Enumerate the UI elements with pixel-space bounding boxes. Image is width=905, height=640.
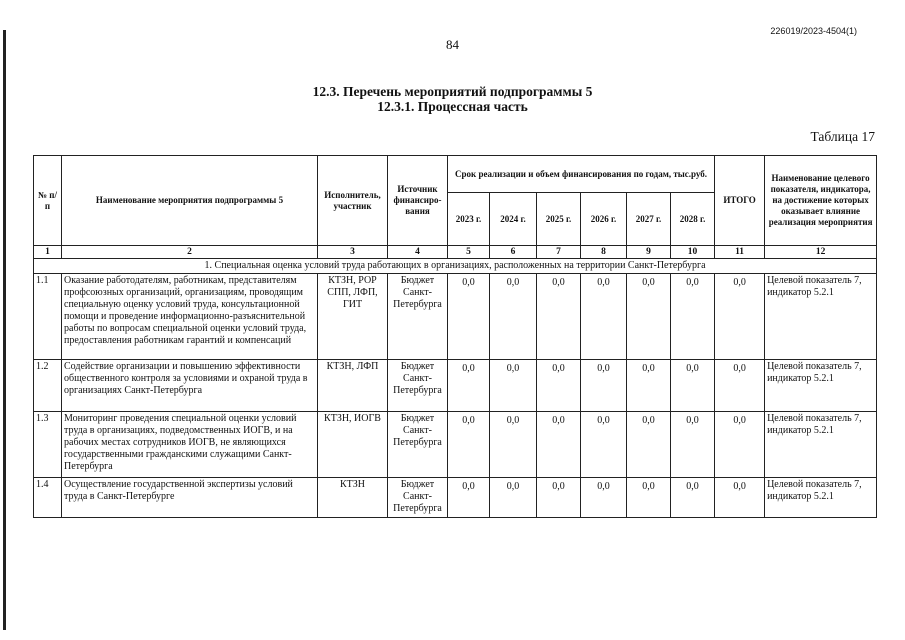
row-indicator: Целевой показатель 7, индикатор 5.2.1: [765, 274, 877, 360]
row-total: 0,0: [715, 412, 765, 478]
header-indicator: Наименование целевого показателя, индикатора, на достижение которых оказывает влияние реализация мероприятия: [765, 156, 877, 246]
column-number: 4: [388, 246, 448, 259]
header-year: 2023 г.: [448, 193, 490, 246]
subsection-title: 12.3.1. Процессная часть: [377, 99, 528, 114]
row-source: Бюджет Санкт-Петербурга: [388, 412, 448, 478]
row-value: 0,0: [581, 274, 627, 360]
column-number: 3: [318, 246, 388, 259]
table-row: [34, 412, 877, 478]
row-name: Мониторинг проведения специальной оценки условий труда в организациях, подведомственных ИОГВ, и на рабочих местах сотрудников ИОГВ, не являющихся государственными гражданскими служащими Санкт-Петербурга: [62, 412, 318, 478]
row-source: Бюджет Санкт-Петербурга: [388, 274, 448, 360]
row-value: 0,0: [448, 478, 490, 518]
column-number: 8: [581, 246, 627, 259]
row-value: 0,0: [490, 478, 537, 518]
row-value: 0,0: [448, 274, 490, 360]
row-value: 0,0: [448, 412, 490, 478]
row-value: 0,0: [581, 360, 627, 412]
measures-table: [33, 155, 877, 518]
row-source: Бюджет Санкт-Петербурга: [388, 478, 448, 518]
header-name: Наименование мероприятия подпрограммы 5: [62, 156, 318, 246]
registration-number: 226019/2023-4504(1): [770, 26, 857, 36]
page-number: 84: [446, 37, 459, 52]
header-year: 2025 г.: [537, 193, 581, 246]
row-value: 0,0: [537, 274, 581, 360]
section-heading: 1. Специальная оценка условий труда работающих в организациях, расположенных на территории Санкт-Петербурга: [34, 259, 877, 274]
row-executor: КТЗН: [318, 478, 388, 518]
row-indicator: Целевой показатель 7, индикатор 5.2.1: [765, 412, 877, 478]
row-indicator: Целевой показатель 7, индикатор 5.2.1: [765, 360, 877, 412]
header-year: 2027 г.: [627, 193, 671, 246]
row-value: 0,0: [627, 478, 671, 518]
row-num: 1.2: [34, 360, 62, 412]
row-value: 0,0: [448, 360, 490, 412]
row-value: 0,0: [627, 412, 671, 478]
row-total: 0,0: [715, 274, 765, 360]
row-total: 0,0: [715, 360, 765, 412]
table-row: [34, 360, 877, 412]
row-value: 0,0: [490, 274, 537, 360]
row-num: 1.3: [34, 412, 62, 478]
row-value: 0,0: [490, 412, 537, 478]
row-indicator: Целевой показатель 7, индикатор 5.2.1: [765, 478, 877, 518]
row-value: 0,0: [490, 360, 537, 412]
column-number: 2: [62, 246, 318, 259]
column-number-row: [34, 246, 877, 259]
row-total: 0,0: [715, 478, 765, 518]
column-number: 12: [765, 246, 877, 259]
row-name: Оказание работодателям, работникам, представителям профсоюзных организаций, организациям, проводящим специальную оценку условий труда, консультационной помощи и проведение информационно-разъяснительной работы по вопросам специальной оценки условий труда, предоставления работникам гарантий и компенсаций: [62, 274, 318, 360]
row-value: 0,0: [671, 274, 715, 360]
row-executor: КТЗН, РОР СПП, ЛФП, ГИТ: [318, 274, 388, 360]
row-value: 0,0: [627, 360, 671, 412]
column-number: 11: [715, 246, 765, 259]
row-value: 0,0: [671, 360, 715, 412]
column-number: 1: [34, 246, 62, 259]
table-label: Таблица 17: [810, 129, 875, 144]
table-row: [34, 274, 877, 360]
row-value: 0,0: [671, 478, 715, 518]
row-value: 0,0: [671, 412, 715, 478]
row-value: 0,0: [581, 412, 627, 478]
row-value: 0,0: [537, 360, 581, 412]
header-executor: Исполнитель, участник: [318, 156, 388, 246]
table-row: [34, 478, 877, 518]
row-name: Осуществление государственной экспертизы условий труда в Санкт-Петербурге: [62, 478, 318, 518]
row-name: Содействие организации и повышению эффективности общественного контроля за условиями и охраной труда в организациях Санкт-Петербурга: [62, 360, 318, 412]
section-title: 12.3. Перечень мероприятий подпрограммы 5: [312, 84, 593, 99]
header-period: Срок реализации и объем финансирования по годам, тыс.руб.: [448, 156, 715, 193]
row-num: 1.4: [34, 478, 62, 518]
header-source: Источник финансиро-вания: [388, 156, 448, 246]
column-number: 10: [671, 246, 715, 259]
header-num: № п/п: [34, 156, 62, 246]
page-edge-shadow: [3, 30, 6, 630]
header-total: ИТОГО: [715, 156, 765, 246]
row-num: 1.1: [34, 274, 62, 360]
row-value: 0,0: [581, 478, 627, 518]
row-value: 0,0: [537, 412, 581, 478]
row-source: Бюджет Санкт-Петербурга: [388, 360, 448, 412]
header-year: 2026 г.: [581, 193, 627, 246]
header-year: 2024 г.: [490, 193, 537, 246]
row-executor: КТЗН, ЛФП: [318, 360, 388, 412]
column-number: 5: [448, 246, 490, 259]
row-value: 0,0: [537, 478, 581, 518]
column-number: 7: [537, 246, 581, 259]
column-number: 6: [490, 246, 537, 259]
column-number: 9: [627, 246, 671, 259]
header-year: 2028 г.: [671, 193, 715, 246]
row-value: 0,0: [627, 274, 671, 360]
row-executor: КТЗН, ИОГВ: [318, 412, 388, 478]
